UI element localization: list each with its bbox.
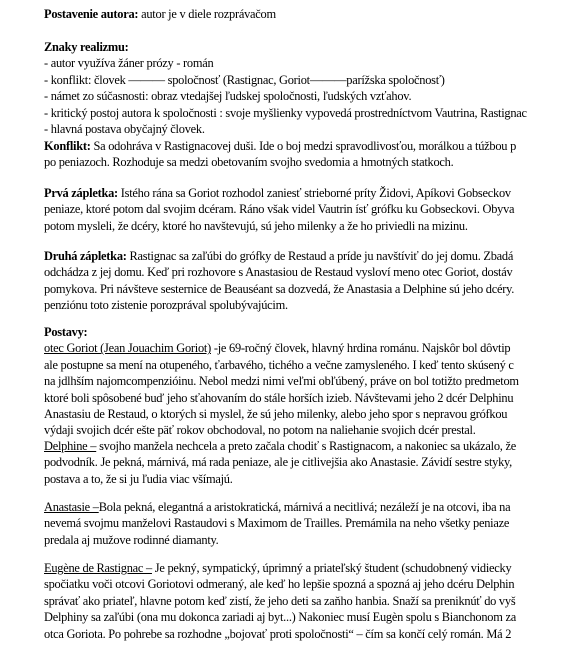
eugene-line: spočiatku voči otcovi Goriotovi odmeraný, ale keď ho lepšie spozná a spozná aj jeho dcéru Delphin bbox=[44, 577, 515, 592]
eugene-line: správať ako priateľ, hlavne potom keď zistí, že jeho deti sa zaňho hanbia. Snaží sa preniknúť do vyš bbox=[44, 593, 516, 608]
goriot-line: na jdlhším najomcompenzióinu. Nebol medzi nimi veľmi obľúbený, práve on bol totižto predmetom bbox=[44, 374, 519, 389]
anastasie-line: nevemá svojmu manželovi Rastaudovi s Maximom de Trailles. Premámila na neho všetky peniaze bbox=[44, 516, 510, 531]
second-plot-text: Rastignac sa zaľúbi do grófky de Restaud a príde ju navštíviť do jej domu. Zbadá bbox=[126, 249, 514, 263]
characters-section bbox=[44, 324, 566, 439]
first-plot-line: peniaze, ktoré potom dal svojim dcéram. Ráno však videl Vautrin ísť grófku ku Gobseckovi. Obyva bbox=[44, 202, 515, 217]
realism-section bbox=[44, 39, 566, 137]
author-text: autor je v diele rozprávačom bbox=[138, 7, 276, 21]
realism-item: - námet zo súčasnosti: obraz vtedajšej ľudskej spoločnosti, ľudských vzťahov. bbox=[44, 89, 412, 104]
eugene-line: Delphiny sa zaľúbi (ona mu dokonca zariadi aj byt...) Nakoniec musí Eugèn spolu s Bianchonom za bbox=[44, 610, 516, 625]
conflict-heading: Konflikt: bbox=[44, 139, 91, 153]
eugene-name: Eugène de Rastignac – bbox=[44, 561, 152, 575]
realism-item: - autor využíva žáner prózy - román bbox=[44, 56, 214, 71]
delphine-name: Delphine – bbox=[44, 439, 97, 453]
anastasie-text: Bola pekná, elegantná a aristokratická, márnivá a necitlivá; nezáleží je na otcovi, iba na bbox=[98, 500, 511, 514]
anastasie-line: predala aj mužove rodinné diamanty. bbox=[44, 532, 219, 547]
realism-item: - hlavná postava obyčajný človek. bbox=[44, 121, 205, 136]
eugene-line bbox=[44, 560, 566, 576]
author-section bbox=[44, 6, 566, 22]
goriot-text: -je 69-ročný človek, hlavný hrdina románu. Najskôr bol dôvtip bbox=[210, 341, 511, 356]
second-plot-section bbox=[44, 248, 566, 314]
goriot-line: ale postupne sa mení na otupeného, ťarbavého, tichého a večne zamysleného. I keď tento skúsený c bbox=[44, 357, 514, 372]
author-line bbox=[44, 6, 566, 22]
conflict-line: po peniazoch. Rozhoduje sa medzi obetovaním svojho svedomia a hmotných statkoch. bbox=[44, 155, 454, 170]
delphine-line: podvodník. Je pekná, márnivá, má rada peniaze, ale je citlivejšia ako Anastasie. Závidí sestre styky, bbox=[44, 455, 513, 470]
conflict-section bbox=[44, 138, 566, 171]
anastasie-section bbox=[44, 499, 566, 548]
first-plot-line bbox=[44, 185, 566, 201]
first-plot-heading: Prvá zápletka: bbox=[44, 186, 118, 200]
characters-heading: Postavy: bbox=[44, 325, 88, 339]
anastasie-name: Anastasie – bbox=[44, 500, 99, 514]
eugene-text: Je pekný, sympatický, úprimný a priateľský študent (schudobnený vidiecky bbox=[151, 561, 512, 575]
second-plot-heading: Druhá zápletka: bbox=[44, 249, 127, 263]
eugene-section bbox=[44, 560, 566, 642]
conflict-line bbox=[44, 138, 566, 154]
second-plot-line: penziónu toto zistenie porozprával spolubývajúcim. bbox=[44, 298, 288, 313]
second-plot-line: pomykova. Pri návšteve sesternice de Beauséant sa dozvedá, že Anastasia a Delphine sú jeho dcéry. bbox=[44, 281, 515, 296]
delphine-section bbox=[44, 438, 566, 487]
delphine-text: svojho manžela nechcela a preto začala chodiť s Rastignacom, a nakoniec sa ukázalo, že bbox=[96, 439, 516, 453]
goriot-line: ktoré boli spôsobené buď jeho sťahovaním do stále horších izieb. Návštevami jeho 2 dcér Delphinu bbox=[44, 390, 514, 405]
goriot-line: Anastasiu de Restaud, o ktorých si myslel, že sú jeho milenky, alebo jeho spor s nepravou grófkou bbox=[44, 406, 508, 421]
goriot-line bbox=[44, 340, 566, 356]
second-plot-line: odchádza z jej domu. Keď pri rozhovore s Anastasiou de Restaud vysloví meno otec Goriot, dostáv bbox=[44, 265, 513, 280]
eugene-line: otca Goriota. Po pohrebe sa rozhodne „bojovať proti spoločnosti“ – čím sa končí celý román. Má 2 bbox=[44, 626, 512, 641]
goriot-name: otec Goriot (Jean Jouachim Goriot) bbox=[44, 341, 211, 356]
goriot-line: výdaji svojich dcér ešte päť rokov obchodoval, no potom na naliehanie svojich dcér prestal. bbox=[44, 423, 476, 438]
first-plot-text: Istého rána sa Goriot rozhodol zaniesť strieborné príty Židovi, Apíkovi Gobseckov bbox=[117, 186, 511, 200]
first-plot-section bbox=[44, 185, 566, 234]
realism-item: - kritický postoj autora k spoločnosti : svoje myšlienky vypovedá prostredníctvom Vautrina, Rastignac bbox=[44, 105, 527, 120]
delphine-line: postava a to, že si ju ľudia viac všímajú. bbox=[44, 471, 233, 486]
first-plot-line: potom mysleli, že dcéry, ktoré ho navštevujú, sú jeho milenky a že ho priviedli na mizinu. bbox=[44, 218, 468, 233]
realism-heading: Znaky realizmu: bbox=[44, 40, 129, 54]
second-plot-line bbox=[44, 248, 566, 264]
author-heading: Postavenie autora: bbox=[44, 7, 139, 21]
anastasie-line bbox=[44, 499, 566, 515]
delphine-line bbox=[44, 438, 566, 454]
realism-item: - konflikt: človek ——— spoločnosť (Rastignac, Goriot———parížska spoločnosť) bbox=[44, 72, 445, 87]
conflict-text: Sa odohráva v Rastignacovej duši. Ide o boj medzi spravodlivosťou, morálkou a túžbou p bbox=[90, 139, 517, 153]
